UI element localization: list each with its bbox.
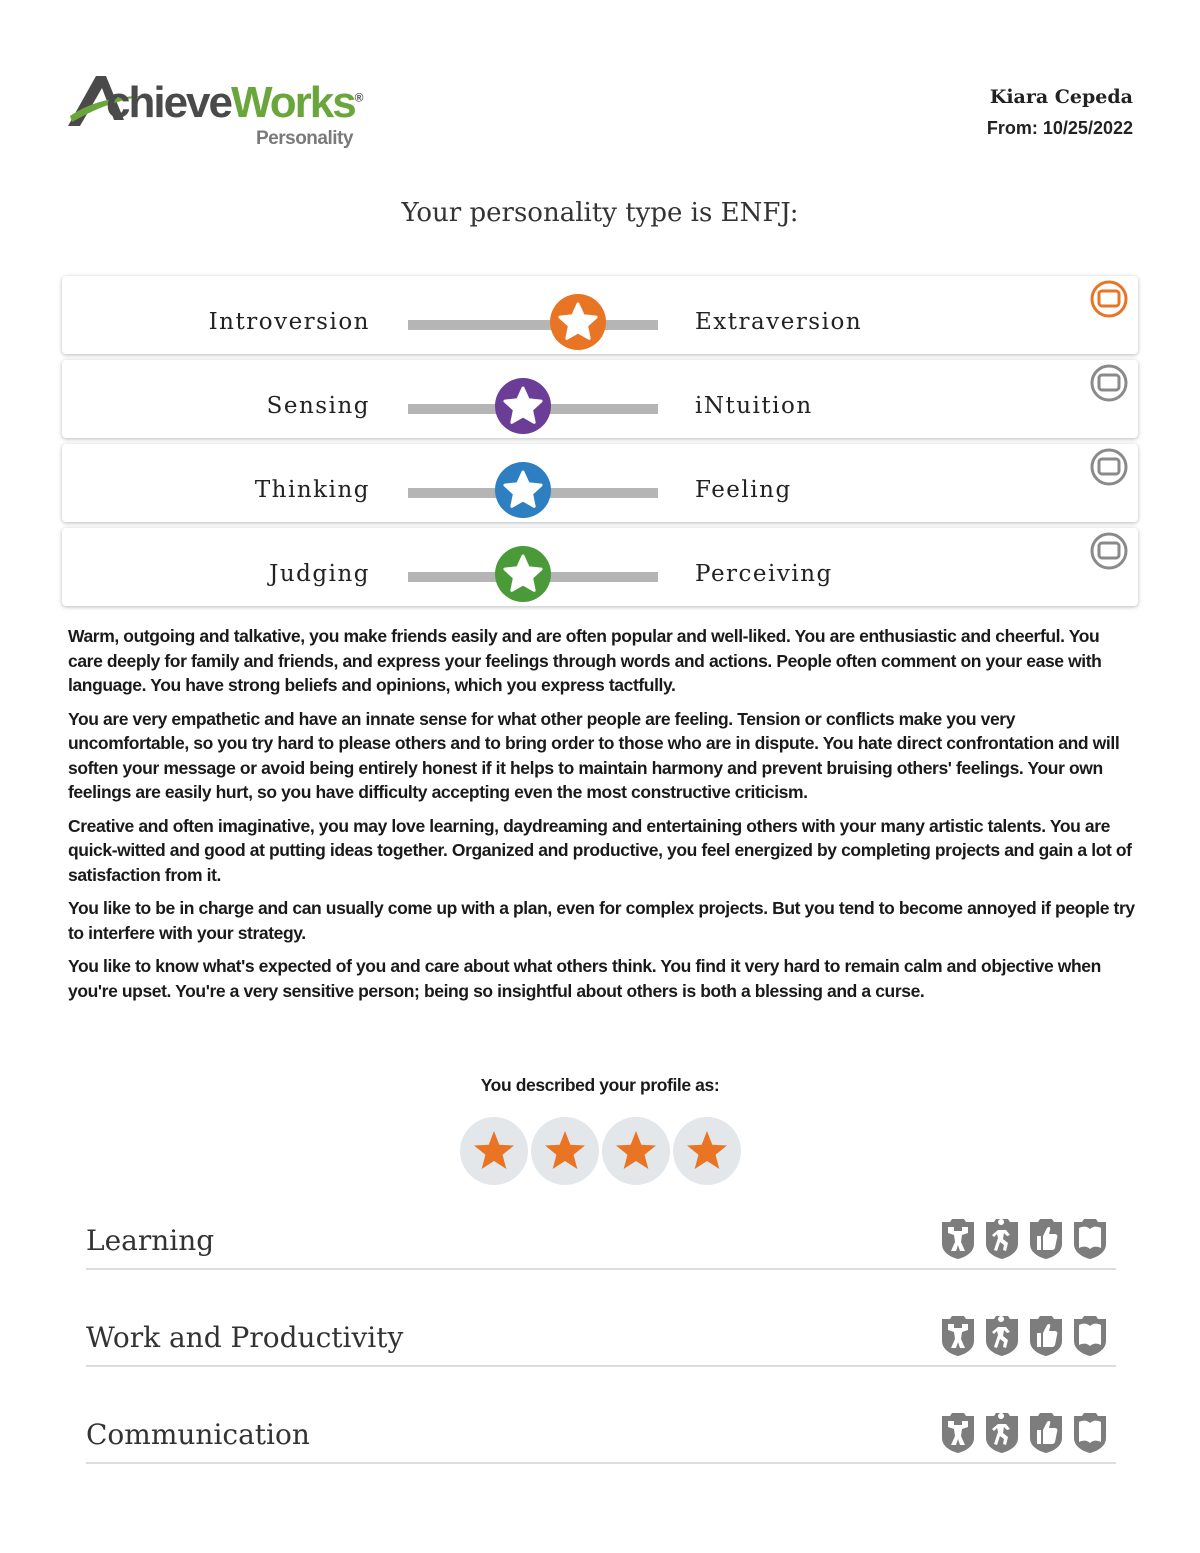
star-icon (614, 1129, 658, 1173)
section-row[interactable] (86, 1303, 1116, 1367)
dimension-right-label: Perceiving (695, 561, 833, 587)
logo-registered-mark: ® (354, 90, 362, 105)
runner-badge-icon[interactable] (984, 1218, 1020, 1260)
dimension-right-label: Extraversion (695, 309, 863, 335)
dimension-card (62, 444, 1138, 522)
dimension-left-label: Thinking (254, 477, 370, 503)
section-badges (940, 1412, 1116, 1454)
section-title: Communication (86, 1418, 310, 1451)
dimension-card (62, 528, 1138, 606)
description-paragraph: Creative and often imaginative, you may love learning, daydreaming and entertaining others with your many artistic talents. You are quick-witted and good at putting ideas together. Organized and productive, you feel energized by completing projects and gain a lot of satisfaction from it. (68, 815, 1132, 885)
description-paragraph: You like to know what's expected of you and care about what others think. You find it very hard to remain calm and objective when you're upset. You're a very sensitive person; being so insightful about others is both a blessing and a curse. (68, 956, 1101, 1001)
profile-star-rating[interactable] (460, 1117, 744, 1185)
description-paragraph: You like to be in charge and can usually come up with a plan, even for complex projects. But you tend to become annoyed if people try to interfere with your strategy. (68, 898, 1135, 943)
logo-wordmark (106, 78, 362, 128)
description-paragraph: You are very empathetic and have an innate sense for what other people are feeling. Tension or conflicts make you very uncomfortable, so you try hard to please others and to bring order to those who are in dispute. You hate direct confrontation and will soften your message or avoid being entirely honest if it helps to maintain harmony and prevent bruising others' feelings. Your own feelings are easily hurt, so you have difficulty accepting even the most constructive criticism. (68, 708, 1120, 802)
logo-word-achieve: chieve (106, 78, 231, 127)
dimension-left-label: Introversion (208, 309, 370, 335)
dimension-star-marker-icon (494, 377, 552, 435)
section-title: Learning (86, 1224, 215, 1257)
achieveworks-logo (66, 70, 386, 160)
personality-type-title: Your personality type is ENFJ: (401, 198, 799, 228)
dimension-left-label: Sensing (266, 393, 370, 419)
section-row[interactable] (86, 1400, 1116, 1464)
video-play-icon[interactable] (1090, 448, 1128, 486)
rating-label: You described your profile as: (480, 1075, 720, 1095)
logo-subtitle: Personality (256, 128, 353, 149)
dimension-card (62, 360, 1138, 438)
video-play-icon[interactable] (1090, 532, 1128, 570)
section-badges (940, 1315, 1116, 1357)
video-play-icon[interactable] (1090, 280, 1128, 318)
strength-badge-icon[interactable] (940, 1315, 976, 1357)
rating-star[interactable] (602, 1117, 670, 1185)
strength-badge-icon[interactable] (940, 1412, 976, 1454)
strength-badge-icon[interactable] (940, 1218, 976, 1260)
section-badges (940, 1218, 1116, 1260)
star-icon (543, 1129, 587, 1173)
user-name: Kiara Cepeda (989, 86, 1133, 108)
dimension-right-label: Feeling (695, 477, 792, 503)
video-play-icon[interactable] (1090, 364, 1128, 402)
section-row[interactable] (86, 1206, 1116, 1270)
dimension-card (62, 276, 1138, 354)
personality-description (68, 624, 1138, 1012)
star-icon (472, 1129, 516, 1173)
thumbs-up-badge-icon[interactable] (1028, 1218, 1064, 1260)
dimension-slider-track (408, 320, 658, 330)
dimension-star-marker-icon (549, 293, 607, 351)
dimension-star-marker-icon (494, 545, 552, 603)
logo-word-works: Works (230, 78, 355, 127)
rating-star[interactable] (531, 1117, 599, 1185)
section-title: Work and Productivity (86, 1321, 404, 1354)
book-badge-icon[interactable] (1072, 1315, 1108, 1357)
dimension-star-marker-icon (494, 461, 552, 519)
rating-star[interactable] (460, 1117, 528, 1185)
runner-badge-icon[interactable] (984, 1315, 1020, 1357)
dimension-left-label: Judging (269, 561, 370, 587)
book-badge-icon[interactable] (1072, 1218, 1108, 1260)
dimension-right-label: iNtuition (695, 393, 813, 419)
report-date: From: 10/25/2022 (986, 118, 1133, 138)
book-badge-icon[interactable] (1072, 1412, 1108, 1454)
runner-badge-icon[interactable] (984, 1412, 1020, 1454)
thumbs-up-badge-icon[interactable] (1028, 1412, 1064, 1454)
description-paragraph: Warm, outgoing and talkative, you make friends easily and are often popular and well-liked. You are enthusiastic and cheerful. You care deeply for family and friends, and express your feelings through words and actions. People often comment on your ease with language. You have strong beliefs and opinions, which you express tactfully. (68, 626, 1102, 695)
thumbs-up-badge-icon[interactable] (1028, 1315, 1064, 1357)
star-icon (685, 1129, 729, 1173)
rating-star[interactable] (673, 1117, 741, 1185)
